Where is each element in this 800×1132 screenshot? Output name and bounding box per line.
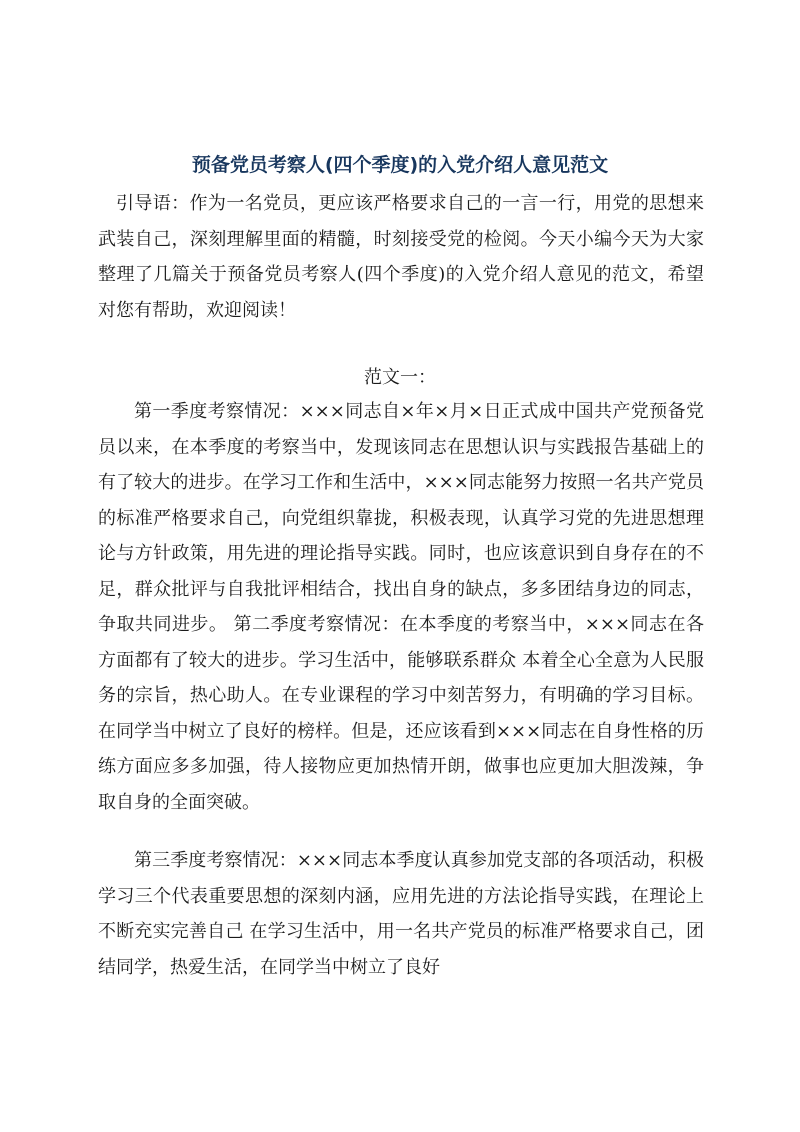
- intro-paragraph: 引导语：作为一名党员，更应该严格要求自己的一言一行，用党的思想来武装自己，深刻理解里面的精髓，时刻接受党的检阅。今天小编今天为大家整理了几篇关于预备党员考察人(四个季度)的入党介绍人意见的范文，希望对您有帮助，欢迎阅读！: [98, 193, 704, 321]
- document-title: 预备党员考察人(四个季度)的入党介绍人意见范文: [191, 154, 609, 176]
- body-paragraph-2: 第三季度考察情况：×××同志本季度认真参加党支部的各项活动，积极学习三个代表重要思想的深刻内涵，应用先进的方法论指导实践，在理论上不断充实完善自己 在学习生活中，用一名共产党员的标准严格要求自己，团结同学，热爱生活，在同学当中树立了良好: [98, 850, 704, 978]
- body-paragraph-1: 第一季度考察情况：×××同志自×年×月×日正式成中国共产党预备党员以来，在本季度的考察当中，发现该同志在思想认识与实践报告基础上的有了较大的进步。在学习工作和生活中，×××同志能努力按照一名共产党员的标准严格要求自己，向党组织靠拢，积极表现，认真学习党的先进思想理论与方针政策，用先进的理论指导实践。同时，也应该意识到自身存在的不足，群众批评与自我批评相结合，找出自身的缺点，多多团结身边的同志，争取共同进步。 第二季度考察情况：在本季度的考察当中，×××同志在各方面都有了较大的进步。学习生活中，能够联系群众 本着全心全意为人民服务的宗旨，热心助人。在专业课程的学习中刻苦努力，有明确的学习目标。在同学当中树立了良好的榜样。但是，还应该看到×××同志在自身性格的历练方面应多多加强，待人接物应更加热情开朗，做事也应更加大胆泼辣，争取自身的全面突破。: [98, 401, 704, 813]
- section-heading: 范文一：: [364, 367, 436, 388]
